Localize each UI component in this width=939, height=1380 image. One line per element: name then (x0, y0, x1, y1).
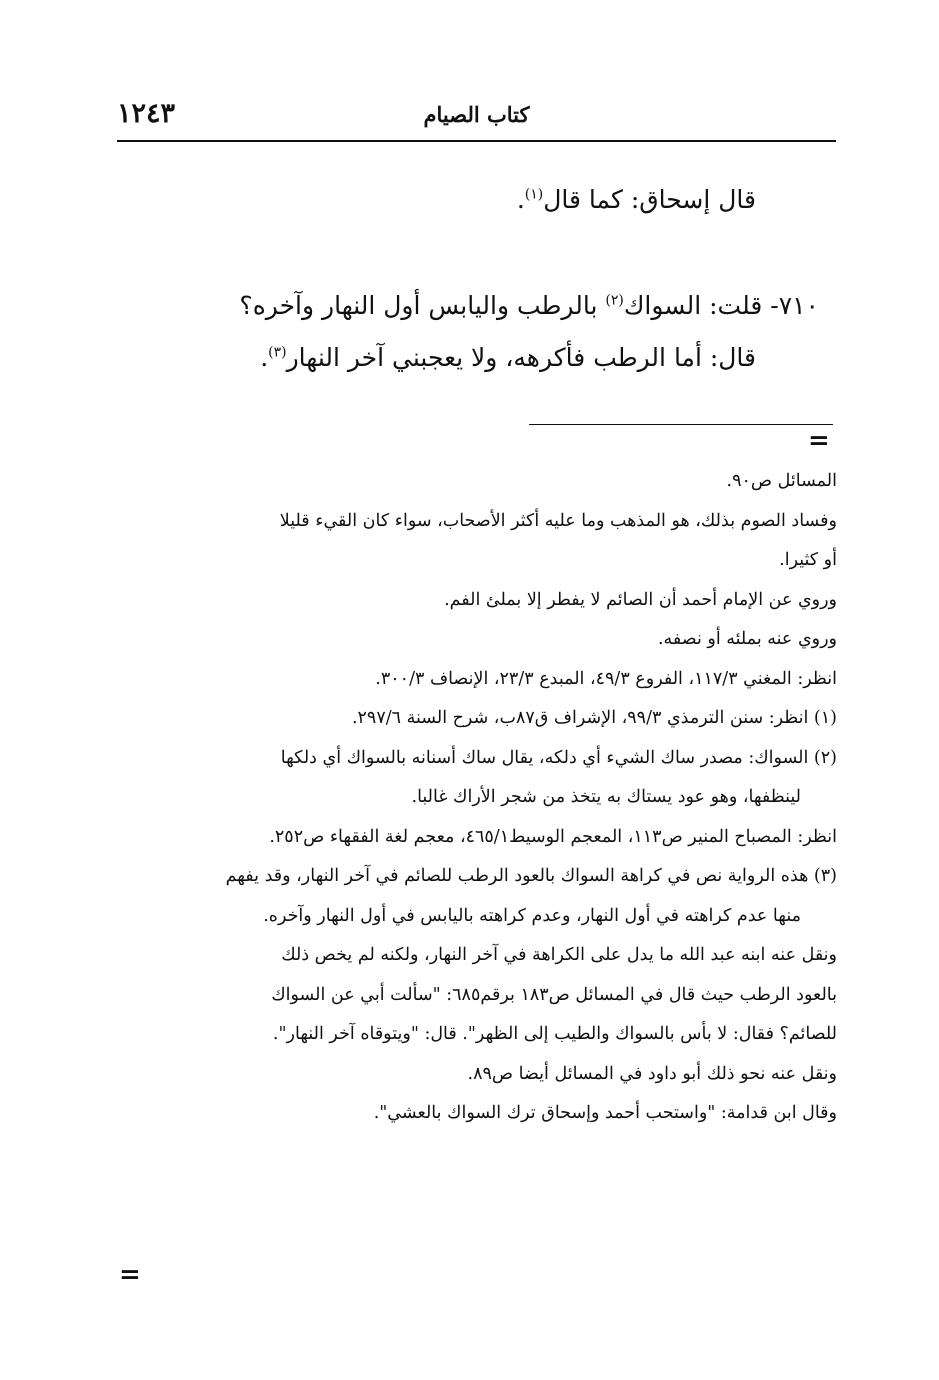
footnote-ref-1: (١) (524, 186, 544, 203)
footnote-3-line: ونقل عنه ابنه عبد الله ما يدل على الكراهة في آخر النهار، ولكنه لم يخص ذلك (281, 945, 837, 965)
book-title: كتاب الصيام (423, 102, 530, 127)
main-line-text: قال إسحاق: كما قال (543, 185, 756, 214)
footnote-separator (529, 424, 833, 425)
page-number: ١٢٤٣ (117, 98, 176, 129)
header-rule (117, 140, 836, 142)
footnote-3-line: وقال ابن قدامة: "واستحب أحمد وإسحاق ترك السواك بالعشي". (373, 1103, 837, 1123)
footnote-ref-2: (٢) (605, 292, 624, 309)
footnote-carry-line: وروي عنه بملئه أو نصفه. (657, 629, 837, 649)
answer-end: . (260, 343, 269, 372)
question-text-b: بالرطب واليابس أول النهار وآخره؟ (239, 291, 606, 320)
continuation-mark-top: = (808, 426, 830, 456)
footnote-ref-3: (٣) (268, 344, 287, 361)
footnote-3-line: للصائم؟ فقال: لا بأس بالسواك والطيب إلى الظهر". قال: "ويتوقاه آخر النهار". (272, 1024, 837, 1044)
answer-text: قال: أما الرطب فأكرهه، ولا يعجبني آخر النهار (286, 343, 756, 372)
continuation-mark-bottom: = (119, 1260, 141, 1290)
main-line-end: . (516, 185, 525, 214)
footnote-1: (١) انظر: سنن الترمذي ٩٩/٣، الإشراف ق٨٧ب، شرح السنة ٢٩٧/٦. (351, 708, 837, 728)
footnote-carry-line: انظر: المغني ١١٧/٣، الفروع ٤٩/٣، المبدع ٢٣/٣، الإنصاف ٣٠٠/٣. (375, 668, 837, 689)
question-text-a: ٧١٠- قلت: السواك (623, 291, 819, 320)
page-header (117, 98, 836, 138)
footnote-3-line: منها عدم كراهته في أول النهار، وعدم كراهته باليابس في أول النهار وآخره. (263, 905, 801, 926)
footnote-2-line: (٢) السواك: مصدر ساك الشيء أي دلكه، يقال ساك أسنانه بالسواك أي دلكها (280, 747, 837, 768)
main-line-question-710 (179, 290, 819, 323)
footnote-2-line: انظر: المصباح المنير ص١١٣، المعجم الوسيط٤٦٥/١، معجم لغة الفقهاء ص٢٥٢. (269, 826, 837, 847)
footnote-carry-line: وفساد الصوم بذلك، هو المذهب وما عليه أكثر الأصحاب، سواء كان القيء قليلا (279, 510, 837, 531)
footnote-carry-line: وروي عن الإمام أحمد أن الصائم لا يفطر إلا بملئ الفم. (444, 589, 837, 610)
main-line-ishaq (196, 184, 756, 217)
footnote-carry-line: المسائل ص٩٠. (726, 471, 837, 491)
main-line-answer (196, 342, 756, 375)
footnote-carry-line: أو كثيرا. (779, 550, 837, 570)
footnote-3-line: ونقل عنه نحو ذلك أبو داود في المسائل أيضا ص٨٩. (467, 1063, 837, 1084)
footnotes-block (113, 462, 837, 1134)
footnote-3-line: (٣) هذه الرواية نص في كراهة السواك بالعود الرطب للصائم في آخر النهار، وقد يفهم (225, 866, 837, 886)
footnote-2-line: لينظفها، وهو عود يستاك به يتخذ من شجر الأراك غالبا. (411, 787, 801, 807)
footnote-3-line: بالعود الرطب حيث قال في المسائل ص١٨٣ برقم٦٨٥: "سألت أبي عن السواك (271, 984, 837, 1005)
